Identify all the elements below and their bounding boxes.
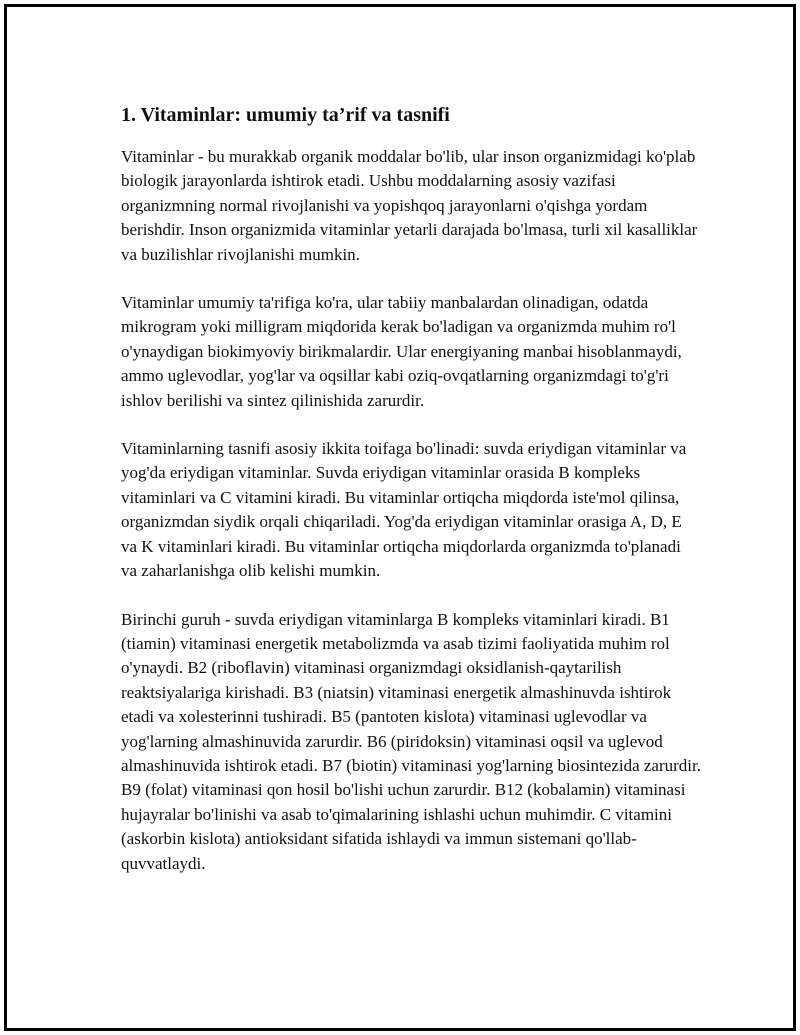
page-frame [4, 4, 796, 1031]
section-heading: 1. Vitaminlar: umumiy ta’rif va tasnifi [121, 104, 450, 126]
paragraph-definition: Vitaminlar - bu murakkab organik moddalar bo'lib, ular inson organizmidagi ko'plab biologik jarayonlarda ishtirok etadi. Ushbu moddalarning asosiy vazifasi organizmning normal rivojlanishi va yopishqoq jarayonlarni o'qishga yordam berishdir. Inson organizmida vitaminlar yetarli darajada bo'lmasa, turli xil kasalliklar va buzilishlar rivojlanishi mumkin. [121, 147, 698, 264]
document-body [121, 101, 701, 900]
paragraph-general-definition: Vitaminlar umumiy ta'rifiga ko'ra, ular tabiiy manbalardan olinadigan, odatda mikrogram yoki milligram miqdorida kerak bo'ladigan va organizmda muhim ro'l o'ynaydigan biokimyoviy birikmalardir. Ular energiyaning manbai hisoblanmaydi, ammo uglevodlar, yog'lar va oqsillar kabi oziq-ovqatlarning organizmdagi to'g'ri ishlov berilishi va sintez qilinishida zarurdir. [121, 293, 682, 410]
paragraph-water-soluble-vitamins: Birinchi guruh - suvda eriydigan vitaminlarga B kompleks vitaminlari kiradi. B1 (tiamin) vitaminasi energetik metabolizmda va asab tizimi faoliyatida muhim rol o'ynaydi. B2 (riboflavin) vitaminasi organizmdagi oksidlanish-qaytarilish reaktsiyalariga kirishadi. B3 (niatsin) vitaminasi energetik almashinuvda ishtirok etadi va xolesterinni tushiradi. B5 (pantoten kislota) vitaminasi uglevodlar va yog'larning almashinuvida zarurdir. B6 (piridoksin) vitaminasi oqsil va uglevod almashinuvida ishtirok etadi. B7 (biotin) vitaminasi yog'larning biosintezida zarurdir. B9 (folat) vitaminasi qon hosil bo'lishi uchun zarurdir. B12 (kobalamin) vitaminasi hujayralar bo'linishi va asab to'qimalarining ishlashi uchun muhimdir. C vitamini (askorbin kislota) antioksidant sifatida ishlaydi va immun sistemani qo'llab-quvvatlaydi. [121, 609, 702, 873]
paragraph-classification: Vitaminlarning tasnifi asosiy ikkita toifaga bo'linadi: suvda eriydigan vitaminlar va yog'da eriydigan vitaminlar. Suvda eriydigan vitaminlar orasida B kompleks vitaminlari va C vitamini kiradi. Bu vitaminlar ortiqcha miqdorda iste'mol qilinsa, organizmdan siydik orqali chiqariladi. Yog'da eriydigan vitaminlar orasiga A, D, E va K vitaminlari kiradi. Bu vitaminlar ortiqcha miqdorlarda organizmda to'planadi va zaharlanishga olib kelishi mumkin. [121, 439, 687, 581]
